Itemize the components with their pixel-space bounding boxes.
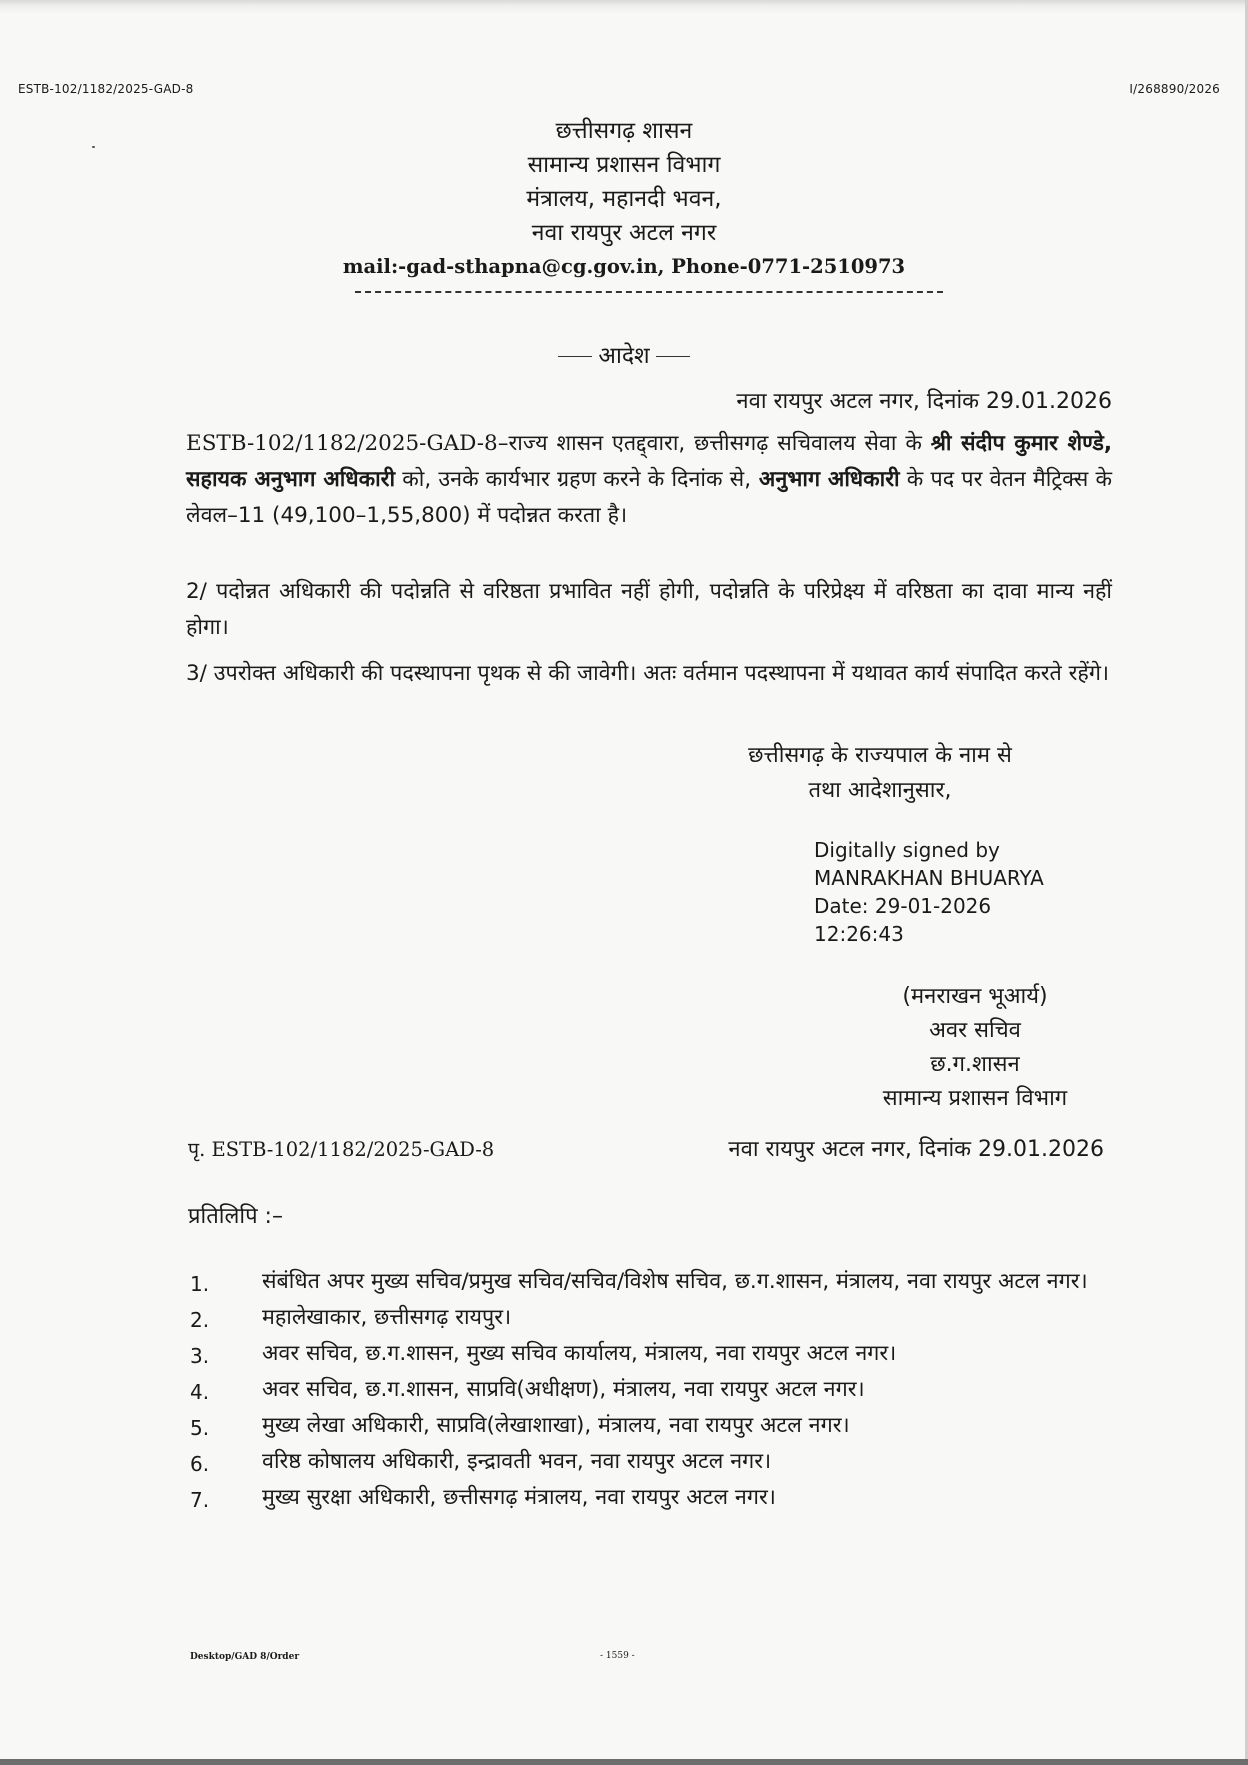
copy-item-number: 7.: [190, 1488, 210, 1512]
officer-name: श्री संदीप कुमार शेण्डे, सहायक अनुभाग अधिकारी: [186, 431, 1112, 492]
order-date: नवा रायपुर अटल नगर, दिनांक 29.01.2026: [736, 389, 1112, 414]
signatory-name: (मनराखन भूआर्य): [902, 984, 1048, 1009]
digsig-signer: MANRAKHAN BHUARYA: [814, 866, 1044, 890]
governor-line-2: तथा आदेशानुसार,: [808, 778, 952, 803]
copy-item-text: मुख्य सुरक्षा अधिकारी, छत्तीसगढ़ मंत्रालय, नवा रायपुर अटल नगर।: [262, 1485, 776, 1510]
letterhead-building: मंत्रालय, महानदी भवन,: [526, 186, 722, 212]
copy-item: [186, 1373, 1114, 1407]
copy-item: [186, 1409, 1114, 1443]
digsig-line-1: Digitally signed by: [814, 838, 1000, 862]
governor-line-1: छत्तीसगढ़ के राज्यपाल के नाम से: [748, 743, 1012, 768]
letterhead-government: छत्तीसगढ़ शासन: [555, 118, 693, 144]
order-title: [0, 338, 1248, 370]
copy-item: [186, 1301, 1114, 1335]
copy-item-number: 1.: [190, 1272, 210, 1296]
endorsement-reference: पृ. ESTB-102/1182/2025-GAD-8: [188, 1138, 495, 1161]
copy-item-text: महालेखाकार, छत्तीसगढ़ रायपुर।: [262, 1305, 512, 1330]
copy-item-number: 3.: [190, 1344, 210, 1368]
signatory-department: सामान्य प्रशासन विभाग: [882, 1086, 1068, 1111]
copy-item-number: 5.: [190, 1416, 210, 1440]
endorsement-date: नवा रायपुर अटल नगर, दिनांक 29.01.2026: [728, 1137, 1104, 1162]
copy-heading: प्रतिलिपि :–: [188, 1204, 283, 1229]
title-dash-right: [656, 356, 690, 357]
copy-list: [186, 1265, 1114, 1517]
copy-item: [186, 1337, 1114, 1371]
copy-item-text: मुख्य लेखा अधिकारी, साप्रवि(लेखाशाखा), मंत्रालय, नवा रायपुर अटल नगर।: [262, 1413, 850, 1438]
letterhead: [0, 114, 1248, 282]
copy-item: [186, 1265, 1114, 1299]
scan-edge-bottom: [0, 1759, 1248, 1765]
footer-page-number: - 1559 -: [600, 1651, 635, 1661]
copy-item-number: 6.: [190, 1452, 210, 1476]
order-reference: ESTB-102/1182/2025-GAD-8: [186, 431, 498, 456]
file-reference: ESTB-102/1182/2025-GAD-8: [18, 82, 194, 96]
order-text-c: के पद पर वेतन मैट्रिक्स के लेवल–11 (49,100–1,55,800) में पदोन्नत करता है।: [186, 467, 1113, 528]
letterhead-divider: [355, 291, 943, 293]
order-paragraph-1: [186, 426, 1112, 534]
copy-item-text: अवर सचिव, छ.ग.शासन, साप्रवि(अधीक्षण), मंत्रालय, नवा रायपुर अटल नगर।: [262, 1377, 865, 1402]
order-text-a: –राज्य शासन एतद्द्वारा, छत्तीसगढ़ सचिवालय सेवा के: [497, 431, 922, 456]
copy-item-text: वरिष्ठ कोषालय अधिकारी, इन्द्रावती भवन, नवा रायपुर अटल नगर।: [262, 1449, 772, 1474]
signatory-government: छ.ग.शासन: [930, 1052, 1020, 1077]
title-dash-left: [558, 356, 592, 357]
letterhead-contact: mail:-gad-sthapna@cg.gov.in, Phone-0771-2510973: [342, 255, 906, 278]
promoted-post: अनुभाग अधिकारी: [751, 467, 900, 492]
order-paragraph-2: 2/ पदोन्नत अधिकारी की पदोन्नति से वरिष्ठता प्रभावित नहीं होगी, पदोन्नति के परिप्रेक्ष्य में वरिष्ठता का दावा मान्य नहीं होगा।: [186, 579, 1112, 640]
copy-item: [186, 1481, 1114, 1515]
order-paragraph-3: 3/ उपरोक्त अधिकारी की पदस्थापना पृथक से की जावेगी। अतः वर्तमान पदस्थापना में यथावत कार्य संपादित करते रहेंगे।: [186, 661, 1110, 686]
copy-item-number: 2.: [190, 1308, 210, 1332]
copy-item-number: 4.: [190, 1380, 210, 1404]
signatory-designation: अवर सचिव: [929, 1018, 1021, 1043]
inward-number: I/268890/2026: [1129, 82, 1220, 96]
governor-authority: [660, 738, 1100, 808]
digital-signature: [814, 836, 1044, 948]
order-title-text: आदेश: [598, 343, 650, 369]
signatory-block: [760, 980, 1190, 1116]
letterhead-department: सामान्य प्रशासन विभाग: [527, 152, 721, 178]
copy-item: [186, 1445, 1114, 1479]
copy-item-text: संबंधित अपर मुख्य सचिव/प्रमुख सचिव/सचिव/विशेष सचिव, छ.ग.शासन, मंत्रालय, नवा रायपुर अटल नगर।: [262, 1269, 1088, 1294]
digsig-time: 12:26:43: [814, 922, 904, 946]
order-text-b: को, उनके कार्यभार ग्रहण करने के दिनांक से,: [395, 467, 752, 492]
letterhead-city: नवा रायपुर अटल नगर: [531, 220, 717, 246]
digsig-date: Date: 29-01-2026: [814, 894, 992, 918]
footer-file-path: Desktop/GAD 8/Order: [190, 1652, 300, 1662]
copy-item-text: अवर सचिव, छ.ग.शासन, मुख्य सचिव कार्यालय, मंत्रालय, नवा रायपुर अटल नगर।: [262, 1341, 897, 1366]
